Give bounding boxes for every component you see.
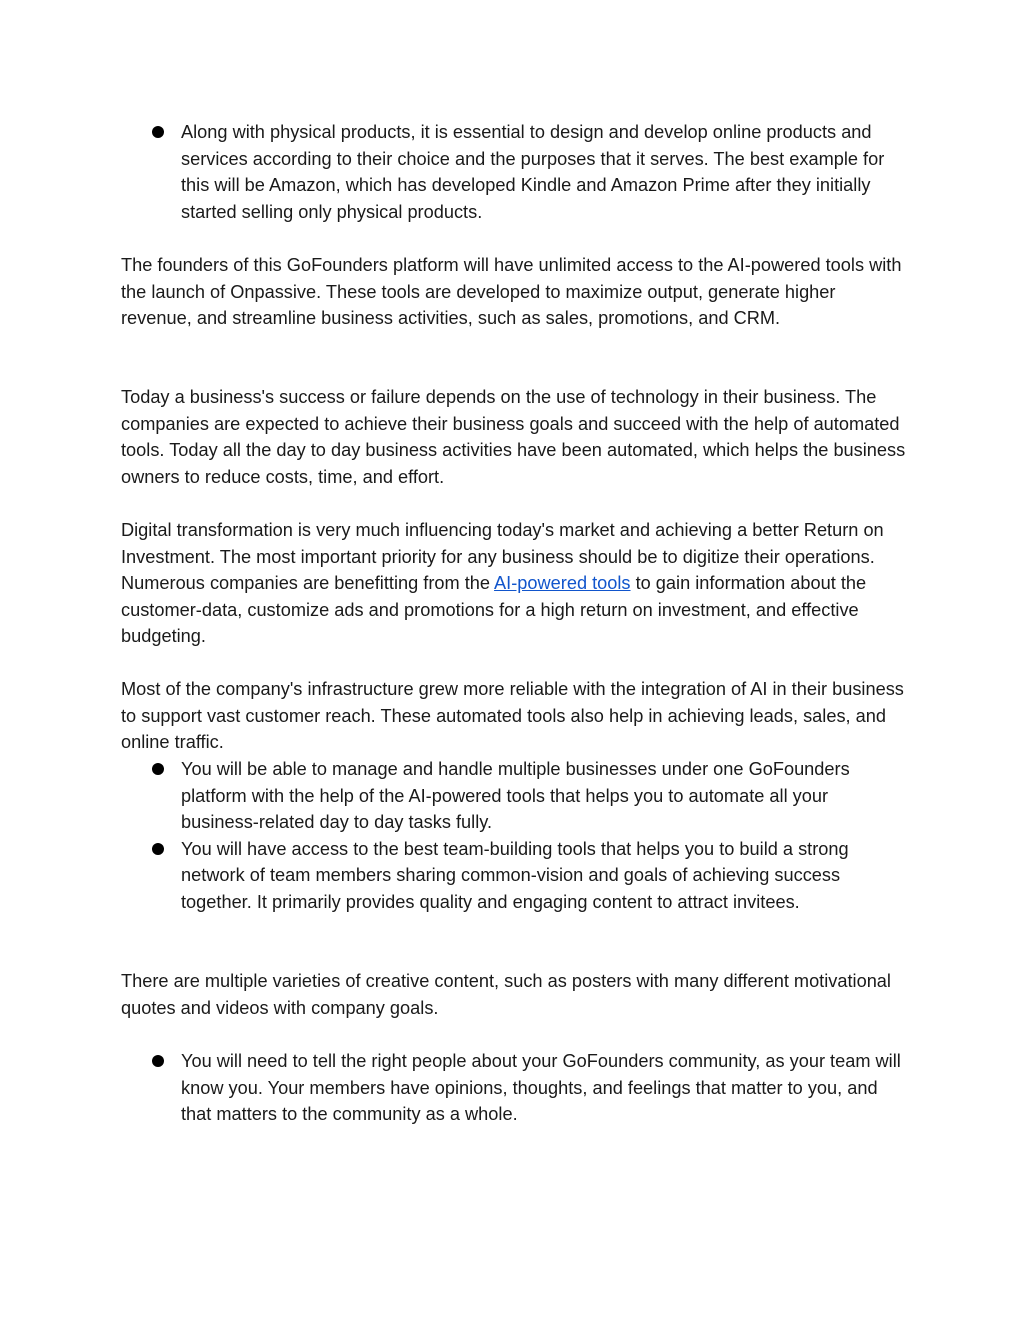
bullet-list-middle — [0, 756, 1024, 916]
paragraph-founders-access: The founders of this GoFounders platform will have unlimited access to the AI-powered tools with the launch of Onpassive. These tools are developed to maximize output, generate higher revenue, and streamline business activities, such as sales, promotions, and CRM. — [121, 255, 902, 329]
bullet-icon — [152, 126, 164, 138]
paragraph-text-after-link: to gain information about the customer-data, customize ads and promotions for a high return on investment, and effective budgeting. — [121, 573, 867, 647]
list-item — [0, 119, 901, 225]
bullet-icon — [152, 843, 164, 855]
list-item — [0, 756, 901, 836]
bullet-icon — [152, 763, 164, 775]
bullet-text: Along with physical products, it is essential to design and develop online products and services according to their choice and the purposes that it serves. The best example for this will be Amazon, which has developed Kindle and Amazon Prime after they initially started selling only physical products. — [181, 122, 885, 222]
paragraph-digital-transformation — [121, 517, 911, 650]
paragraph-text-before-link: Digital transformation is very much influencing today's market and achieving a better Return on Investment. The most important priority for any business should be to digitize their operations. Numerous companies are benefitting from the — [121, 520, 884, 594]
bullet-list-bottom — [0, 1048, 1024, 1128]
bullet-text: You will be able to manage and handle multiple businesses under one GoFounders platform with the help of the AI-powered tools that helps you to automate all your business-related day to day tasks fully. — [181, 759, 850, 833]
list-item — [0, 836, 901, 916]
paragraph-infrastructure: Most of the company's infrastructure grew more reliable with the integration of AI in their business to support vast customer reach. These automated tools also help in achieving leads, sales, and online traffic. — [121, 679, 904, 753]
paragraph-creative-content: There are multiple varieties of creative content, such as posters with many different motivational quotes and videos with company goals. — [121, 971, 891, 1018]
paragraph-technology-success: Today a business's success or failure depends on the use of technology in their business. The companies are expected to achieve their business goals and succeed with the help of automated tools. Today all the day to day business activities have been automated, which helps the business owners to reduce costs, time, and effort. — [121, 387, 906, 487]
bullet-icon — [152, 1055, 164, 1067]
ai-powered-tools-link[interactable]: AI-powered tools — [494, 573, 631, 594]
bullet-text: You will need to tell the right people about your GoFounders community, as your team will know you. Your members have opinions, thoughts, and feelings that matter to you, and that matters to the community as a whole. — [181, 1051, 901, 1125]
bullet-text: You will have access to the best team-building tools that helps you to build a strong network of team members sharing common-vision and goals of achieving success together. It primarily provides quality and engaging content to attract invitees. — [181, 838, 849, 912]
list-item — [0, 1048, 901, 1128]
bullet-list-top — [0, 119, 1024, 225]
